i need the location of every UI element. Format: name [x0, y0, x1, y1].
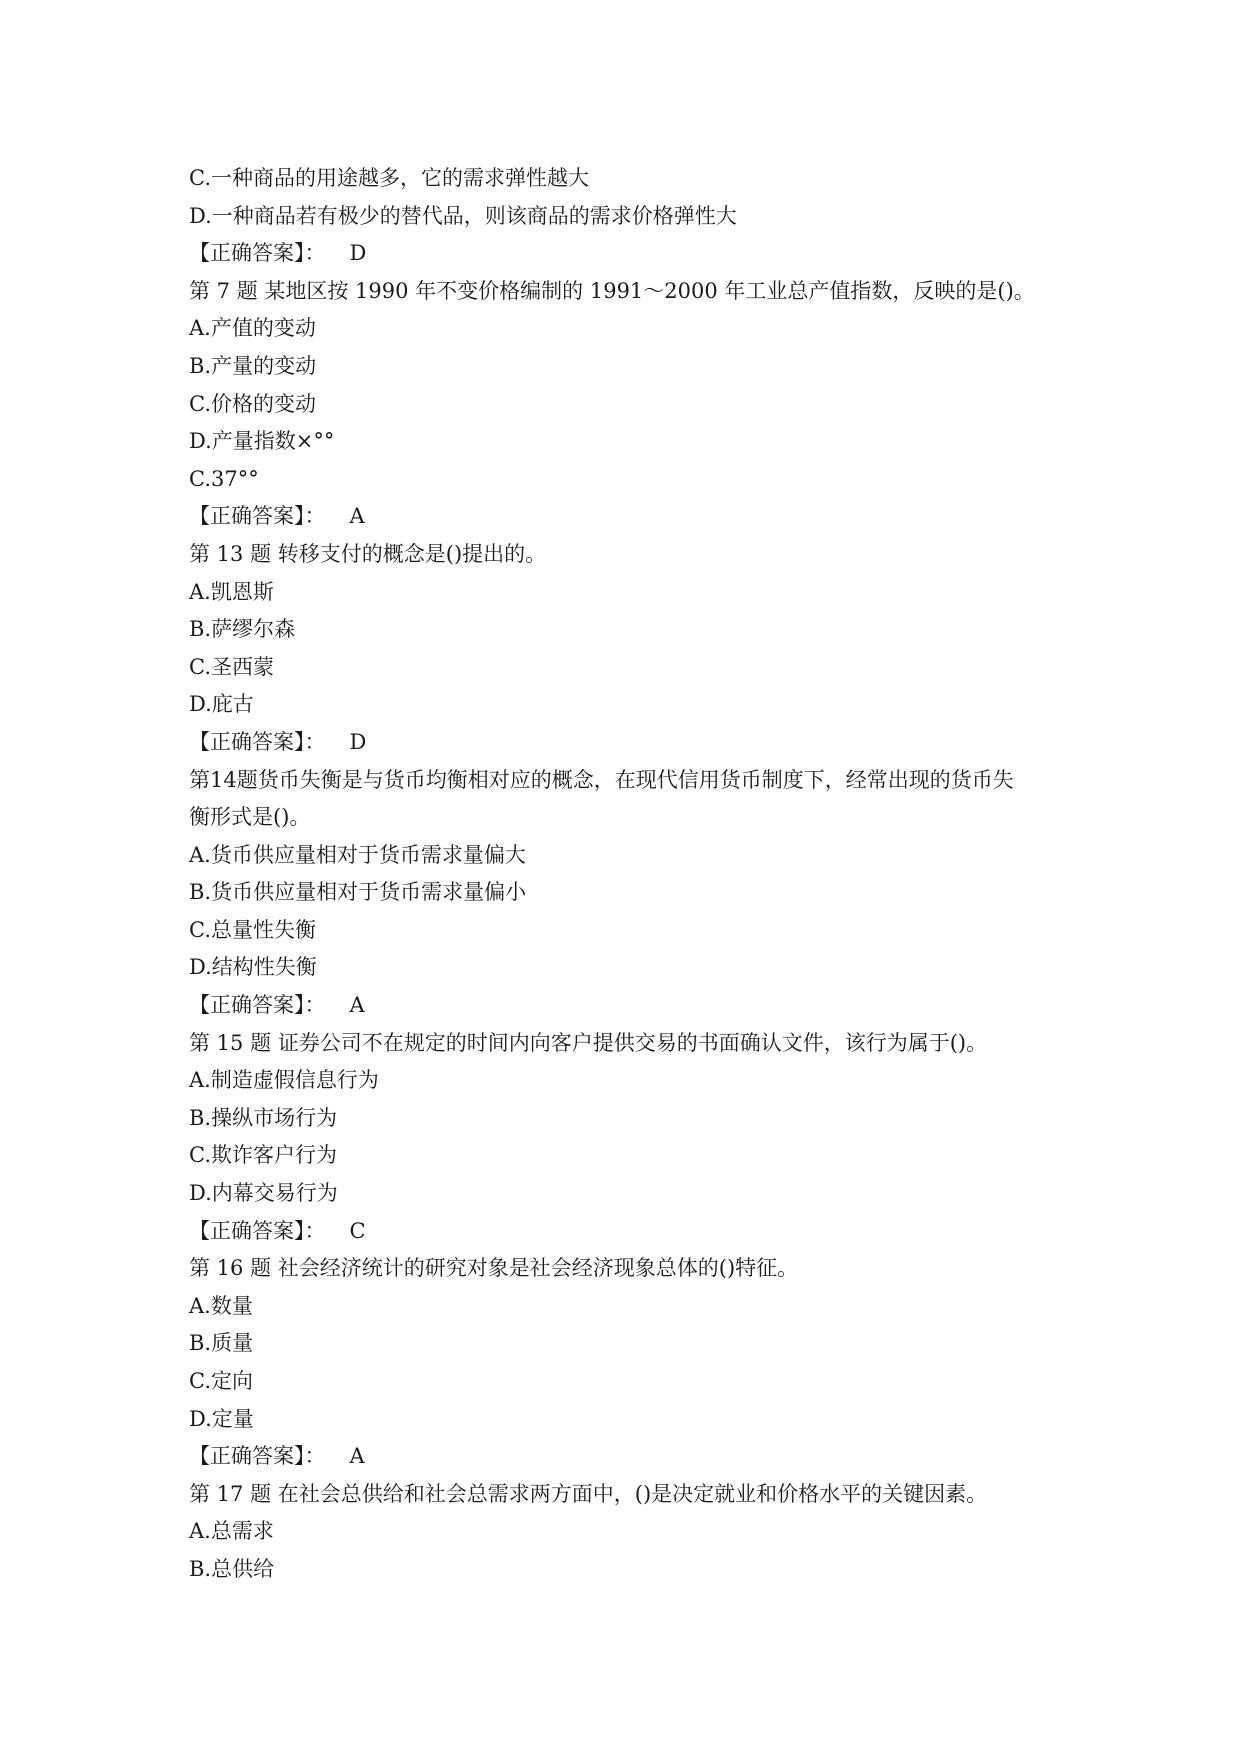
answer-line [189, 987, 1069, 1025]
option-a: A.货币供应量相对于货币需求量偏大 [189, 842, 526, 867]
answer-value: A [349, 1444, 365, 1469]
answer-label: 【正确答案】： [189, 504, 326, 529]
answer-label: 【正确答案】： [189, 993, 326, 1018]
option-a: A.产值的变动 [189, 316, 316, 341]
option-c: C.价格的变动 [189, 391, 316, 416]
option-c: C.欺诈客户行为 [189, 1143, 337, 1168]
option-b: B.操纵市场行为 [189, 1105, 338, 1130]
answer-line [189, 235, 1069, 273]
option-c: C.定向 [189, 1369, 253, 1393]
answer-value: C [349, 1218, 366, 1243]
option-a: A.凯恩斯 [189, 579, 274, 604]
answer-label: 【正确答案】： [189, 1218, 326, 1243]
option-d: D.产量指数×°° [189, 429, 335, 454]
answer-line [189, 724, 1069, 762]
answer-label: 【正确答案】： [189, 1444, 326, 1469]
option-a: A.数量 [189, 1293, 253, 1318]
question-14: 第14题货币失衡是与货币均衡相对应的概念，在现代信用货币制度下，经常出现的货币失 [189, 767, 1014, 792]
answer-value: D [349, 729, 367, 754]
answer-line [189, 1213, 1069, 1251]
question-16: 第 16 题 社会经济统计的研究对象是社会经济现象总体的()特征。 [189, 1256, 799, 1281]
option-a: A.总需求 [189, 1519, 274, 1544]
answer-value: A [349, 993, 365, 1018]
option-d: D.结构性失衡 [189, 955, 317, 980]
option-b: B.货币供应量相对于货币需求量偏小 [189, 880, 527, 905]
option-c: C.一种商品的用途越多，它的需求弹性越大 [189, 166, 589, 190]
question-7: 第 7 题 某地区按 1990 年不变价格编制的 1991～2000 年工业总产值指数，反映的是()。 [189, 278, 1035, 303]
answer-line [189, 498, 1069, 536]
option-b: B.萨缪尔森 [189, 617, 296, 642]
question-17: 第 17 题 在社会总供给和社会总需求两方面中，()是决定就业和价格水平的关键因素。 [189, 1481, 988, 1506]
option-c: C.总量性失衡 [189, 917, 316, 942]
answer-value: D [349, 241, 367, 266]
option-d: D.定量 [189, 1406, 254, 1431]
answer-label: 【正确答案】： [189, 729, 326, 754]
option-a: A.制造虚假信息行为 [189, 1068, 379, 1093]
question-14-continued: 衡形式是()。 [189, 805, 311, 830]
option-d: D.庇古 [189, 692, 254, 717]
option-c: C.圣西蒙 [189, 654, 274, 679]
answer-label: 【正确答案】： [189, 241, 326, 266]
answer-line [189, 1438, 1069, 1476]
option-b: B.产量的变动 [189, 353, 317, 378]
option-b: B.质量 [189, 1331, 254, 1356]
answer-value: A [349, 504, 365, 529]
option-d: D.内幕交易行为 [189, 1181, 338, 1206]
option-c-extra: C.37°° [189, 466, 259, 491]
question-13: 第 13 题 转移支付的概念是()提出的。 [189, 541, 547, 566]
question-15: 第 15 题 证券公司不在规定的时间内向客户提供交易的书面确认文件，该行为属于()。 [189, 1030, 988, 1055]
option-d: D.一种商品若有极少的替代品，则该商品的需求价格弹性大 [189, 203, 737, 228]
document-body [189, 160, 1069, 1589]
option-b: B.总供给 [189, 1556, 275, 1581]
